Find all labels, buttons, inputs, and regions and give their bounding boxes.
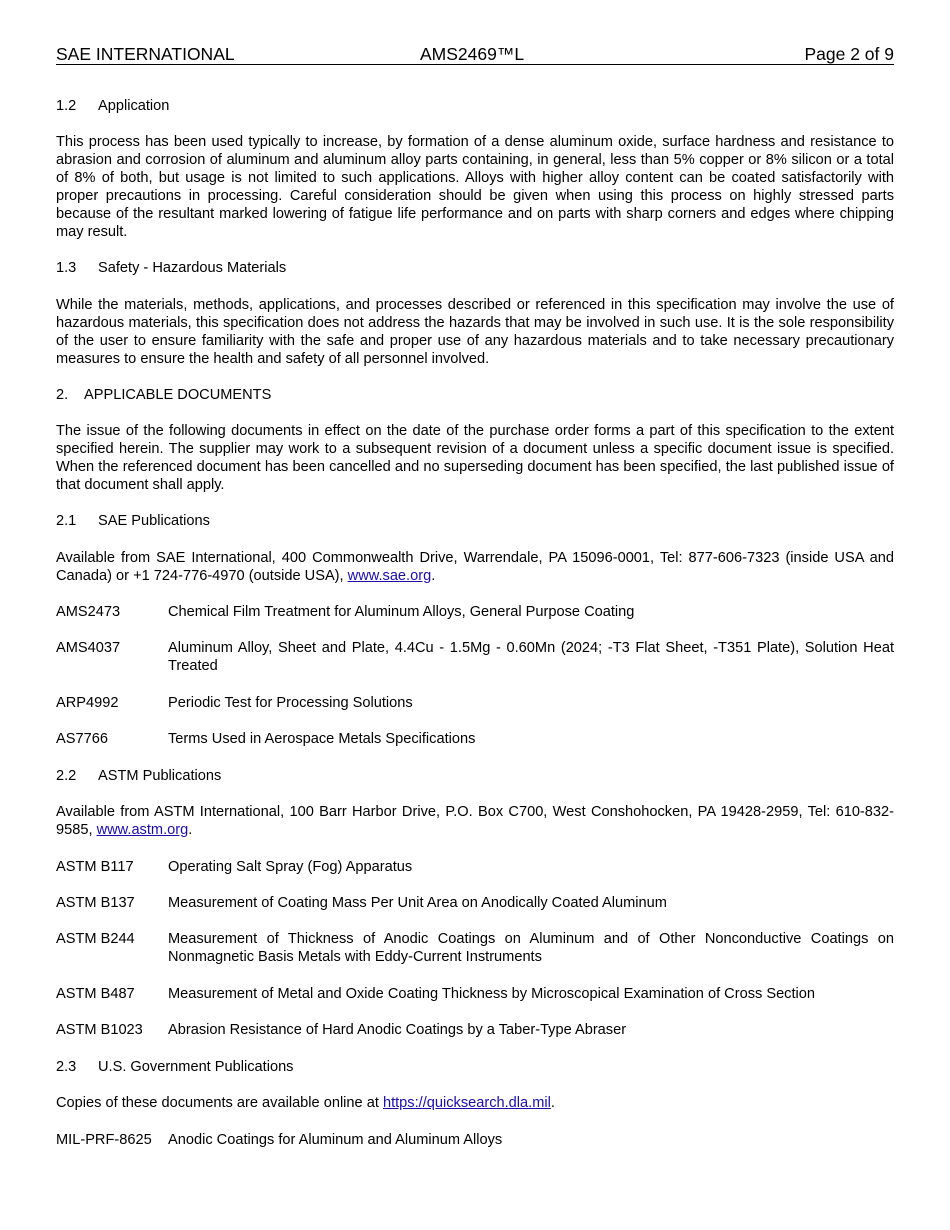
availability-text: Available from SAE International, 400 Commonwealth Drive, Warrendale, PA 15096-0001, Tel: 877-606-7323 (inside USA and Canada) or +1 724-776-4970 (outside USA), <box>56 550 894 584</box>
reference-title: Measurement of Coating Mass Per Unit Area on Anodically Coated Aluminum <box>168 895 667 911</box>
section-title: Safety - Hazardous Materials <box>98 260 287 276</box>
availability-dla: Copies of these documents are available online at https://quicksearch.dla.mil. <box>56 1095 555 1111</box>
reference-code: ASTM B487 <box>56 986 135 1002</box>
reference-code: ARP4992 <box>56 695 119 711</box>
reference-code: AMS4037 <box>56 640 121 656</box>
section-heading-2-1 <box>56 512 894 530</box>
reference-title: Anodic Coatings for Aluminum and Aluminum Alloys <box>168 1132 503 1148</box>
section-number: 2.1 <box>56 513 77 529</box>
section-title: U.S. Government Publications <box>98 1059 294 1075</box>
reference-title: Chemical Film Treatment for Aluminum Alloys, General Purpose Coating <box>168 604 635 620</box>
availability-astm: Available from ASTM International, 100 Barr Harbor Drive, P.O. Box C700, West Conshohocken, PA 19428-2959, Tel: 610-832-9585, www.astm.org. <box>56 804 894 838</box>
availability-text: Copies of these documents are available online at <box>56 1095 383 1111</box>
reference-title: Terms Used in Aerospace Metals Specifications <box>168 731 476 747</box>
section-number: 2. <box>56 387 69 403</box>
section-title: ASTM Publications <box>98 768 222 784</box>
section-number: 2.2 <box>56 768 77 784</box>
section-number: 2.3 <box>56 1059 77 1075</box>
section-heading-2-2 <box>56 767 894 785</box>
reference-code: ASTM B244 <box>56 931 135 947</box>
section-number: 1.3 <box>56 260 77 276</box>
reference-code: ASTM B137 <box>56 895 135 911</box>
reference-title: Operating Salt Spray (Fog) Apparatus <box>168 859 413 875</box>
page-header <box>56 44 894 65</box>
header-org: SAE INTERNATIONAL <box>56 44 235 64</box>
section-body-2: The issue of the following documents in effect on the date of the purchase order forms a part of this specification to the extent specified herein. The supplier may work to a subsequent revision of a document unless a specific document issue is specified. When the referenced document has been cancelled and no superseding document has been specified, the last published issue of that document shall apply. <box>56 423 894 493</box>
section-title: Application <box>98 98 170 114</box>
reference-code: AS7766 <box>56 731 108 747</box>
reference-title: Abrasion Resistance of Hard Anodic Coatings by a Taber-Type Abraser <box>168 1022 627 1038</box>
reference-code: MIL-PRF-8625 <box>56 1132 152 1148</box>
availability-text: Available from ASTM International, 100 Barr Harbor Drive, P.O. Box C700, West Conshohocken, PA 19428-2959, Tel: 610-832-9585, <box>56 804 894 838</box>
section-heading-2-3 <box>56 1058 894 1076</box>
sae-website-link[interactable]: www.sae.org <box>347 568 432 584</box>
quicksearch-link[interactable]: https://quicksearch.dla.mil <box>382 1095 551 1111</box>
section-heading-1-2 <box>56 97 894 115</box>
reference-title: Periodic Test for Processing Solutions <box>168 695 413 711</box>
header-page-number: Page 2 of 9 <box>804 44 894 64</box>
section-body-1-2: This process has been used typically to increase, by formation of a dense aluminum oxide, surface hardness and resistance to abrasion and corrosion of aluminum and aluminum alloy parts containing, in general, less than 5% copper or 8% silicon or a total of 8% of both, but usage is not limited to such applications. Alloys with higher alloy content can be coated satisfactorily with proper precautions in processing. Careful consideration should be given when using this process on highly stressed parts because of the resultant marked lowering of fatigue life performance and on parts with sharp corners and edges where chipping may result. <box>56 134 894 240</box>
reference-code: ASTM B117 <box>56 859 134 875</box>
availability-sae: Available from SAE International, 400 Commonwealth Drive, Warrendale, PA 15096-0001, Tel: 877-606-7323 (inside USA and Canada) or +1 724-776-4970 (outside USA), www.sae.org. <box>56 550 894 584</box>
section-body-1-3: While the materials, methods, applications, and processes described or referenced in this specification may involve the use of hazardous materials, this specification does not address the hazards that may be involved in such use. It is the sole responsibility of the user to ensure familiarity with the safe and proper use of any hazardous materials and to take necessary precautionary measures to ensure the health and safety of all personnel involved. <box>56 297 894 367</box>
reference-title: Measurement of Metal and Oxide Coating Thickness by Microscopical Examination of Cross Section <box>168 986 816 1002</box>
reference-title: Measurement of Thickness of Anodic Coatings on Aluminum and of Other Nonconductive Coatings on Nonmagnetic Basis Metals with Eddy-Current Instruments <box>168 931 894 965</box>
section-heading-2 <box>56 386 894 404</box>
section-number: 1.2 <box>56 98 77 114</box>
reference-code: ASTM B1023 <box>56 1022 143 1038</box>
section-title: SAE Publications <box>98 513 210 529</box>
reference-title: Aluminum Alloy, Sheet and Plate, 4.4Cu - 1.5Mg - 0.60Mn (2024; -T3 Flat Sheet, -T351 Plate), Solution Heat Treated <box>168 640 894 674</box>
header-doc-id: AMS2469™L <box>420 44 525 64</box>
section-title: APPLICABLE DOCUMENTS <box>84 387 272 403</box>
section-heading-1-3 <box>56 259 894 277</box>
astm-website-link[interactable]: www.astm.org <box>96 822 189 838</box>
reference-code: AMS2473 <box>56 604 121 620</box>
